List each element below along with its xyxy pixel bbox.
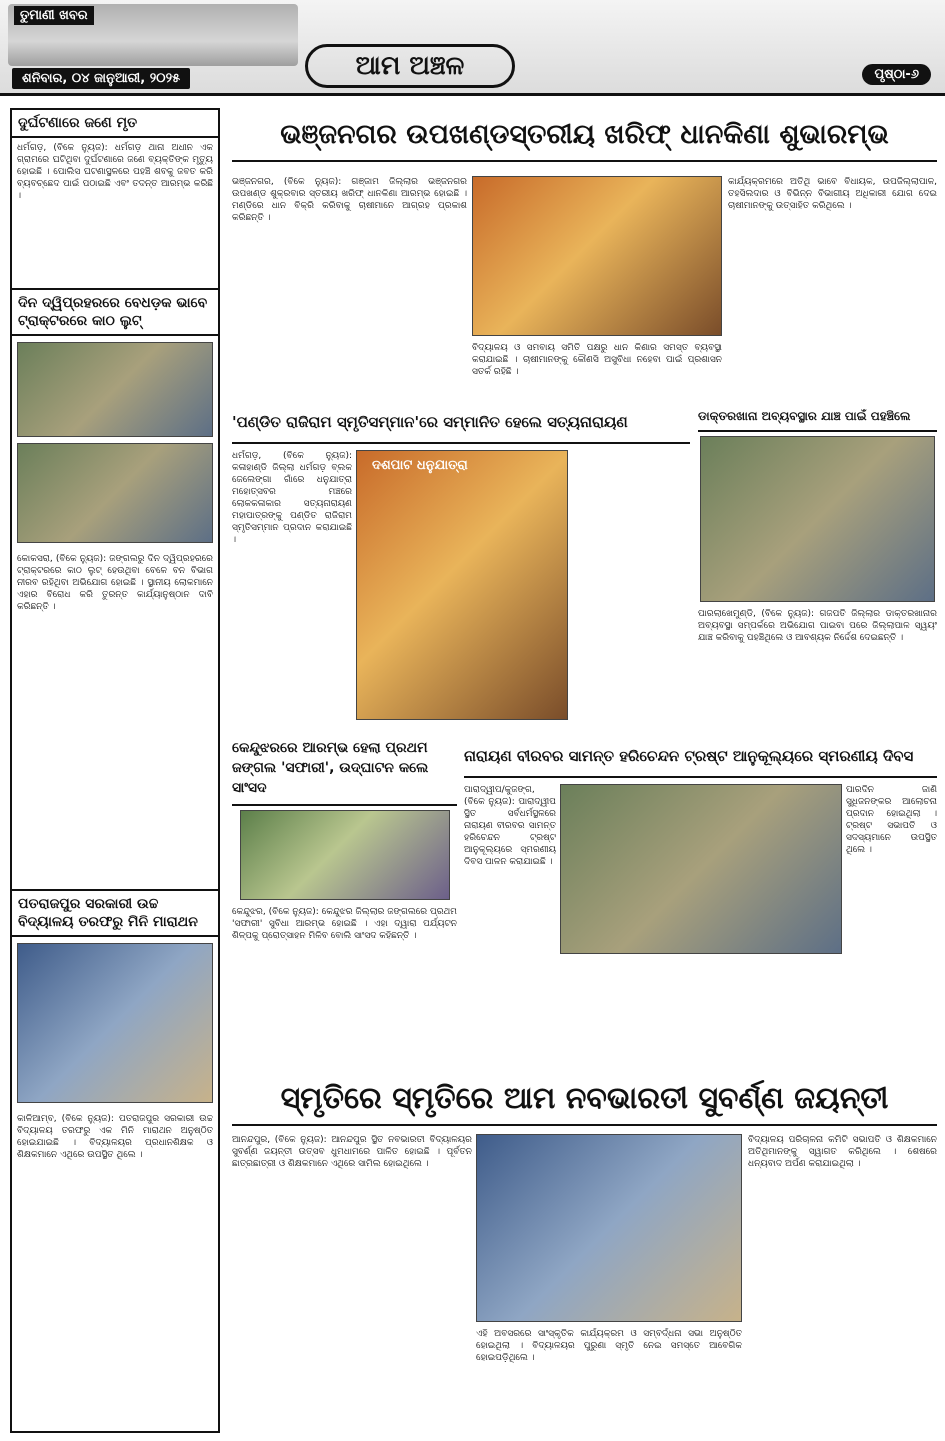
story6-body-col3: ବିଦ୍ୟାଳୟ ପରିଚାଳନା କମିଟି ସଭାପତି ଓ ଶିକ୍ଷକମାନେ ଅତିଥିମାନଙ୍କୁ ସ୍ୱାଗତ କରିଥିଲେ । ଶେଷରେ ଧନ୍ୟବାଦ ଅର୍ପଣ କରାଯାଇଥିଲା । (748, 1135, 937, 1169)
left-story2-photo-2 (17, 443, 213, 543)
section-title: ଆମ ଅଞ୍ଚଳ (305, 44, 515, 88)
left-story2-body: କୋକସରା, (ବିକେ ନ୍ୟୁଜ): ଜଙ୍ଗଲରୁ ଦିନ ଦ୍ୱିପ୍ରହରରେ ଟ୍ରାକ୍ଟରରେ କାଠ ଲୁଟ୍ ହେଉଥିବା ବେଳେ ବନ ବିଭାଗ ନୀରବ ରହିଥିବା ଅଭିଯୋଗ ହୋଇଛି । ସ୍ଥାନୀୟ ଲୋକମାନେ ଏହାର ବିରୋଧ କରି ତୁରନ୍ତ କାର୍ଯ୍ୟାନୁଷ୍ଠାନ ଦାବି କରିଛନ୍ତି । (17, 554, 213, 612)
story5-body-col1: ପାରାଦ୍ୱୀପ/କୁଜଙ୍ଗ, (ବିକେ ନ୍ୟୁଜ): ପାରାଦ୍ୱୀପ ସ୍ଥିତ ସର୍ବଧର୍ମସ୍ଥଳରେ ନାରାୟଣ ବୀରବର ସାମନ୍ତ ହରିଚେନ୍ଦନ ଟ୍ରଷ୍ଟ ଆନୁକୂଲ୍ୟରେ ସ୍ମରଣୀୟ ଦିବସ ପାଳନ କରାଯାଇଛି । (464, 785, 556, 867)
story2-photo-banner: ଦଶପାଟ ଧନୁଯାତ୍ରା (372, 458, 468, 473)
story2-headline: 'ପଣ୍ଡିତ ରାଜିରାମ ସ୍ମୃତିସମ୍ମାନ'ରେ ସମ୍ମାନିତ ହେଲେ ସତ୍ୟନାରାୟଣ (232, 404, 690, 444)
story4-headline: କେନ୍ଦୁଝରରେ ଆରମ୍ଭ ହେଲା ପ୍ରଥମ ଜଙ୍ଗଲ 'ସଫାରୀ', ଉଦ୍‌ଘାଟନ କଲେ ସାଂସଦ (232, 738, 457, 806)
story5-body-col2 (464, 960, 842, 1068)
story2-body-col2 (572, 450, 690, 732)
left-story3-body: କାଳିଆମ୍ବ, (ବିକେ ନ୍ୟୁଜ): ପତରାଜପୁର ସରକାରୀ ଉଚ୍ଚ ବିଦ୍ୟାଳୟ ତରଫରୁ ଏକ ମିନି ମାରାଥନ ଅନୁଷ୍ଠିତ ହୋଇଯାଇଛି । ବିଦ୍ୟାଳୟର ପ୍ରଧାନଶିକ୍ଷକ ଓ ଶିକ୍ଷକମାନେ ଏଥିରେ ଉପସ୍ଥିତ ଥିଲେ । (17, 1114, 213, 1160)
story2-body: ଧର୍ମଗଡ଼, (ବିକେ ନ୍ୟୁଜ): କଳାହାଣ୍ଡି ଜିଲ୍ଲା ଧର୍ମଗଡ଼ ବ୍ଲକ ଜେଲେଙ୍ଗା ଗାଁରେ ଧନୁଯାତ୍ରା ମହୋତ୍ସବର ମଞ୍ଚରେ ଲୋକକଳାକାର ସତ୍ୟନାରାୟଣ ମହାପାତ୍ରଙ୍କୁ ପଣ୍ଡିତ ରାଜିରାମ ସ୍ମୃତିସମ୍ମାନ ପ୍ରଦାନ କରାଯାଇଛି । (232, 451, 352, 545)
main-article-col3: କାର୍ଯ୍ୟକ୍ରମରେ ଅତିଥି ଭାବେ ବିଧାୟକ, ଉପଜିଲ୍ଲାପାଳ, ତହସିଲଦାର ଓ ବିଭିନ୍ନ ବିଭାଗୀୟ ଅଧିକାରୀ ଯୋଗ ଦେଇ ଚାଷୀମାନଙ୍କୁ ଉତ୍ସାହିତ କରିଥିଲେ । (728, 177, 937, 211)
story3-headline: ଡାକ୍ତରଖାନା ଅବ୍ୟବସ୍ଥାର ଯାଞ୍ଚ ପାଇଁ ପହଞ୍ଚିଲେ (698, 404, 937, 432)
left-story2-headline: ଦିନ ଦ୍ୱିପ୍ରହରରେ ବେଧଡ଼କ ଭାବେ ଟ୍ରାକ୍ଟରରେ କାଠ ଲୁଟ୍ (12, 288, 218, 336)
newspaper-brand: ତୁମାଣୀ ଖବର (14, 6, 94, 25)
issue-date: ଶନିବାର, ୦୪ ଜାନୁଆରୀ, ୨୦୨୫ (12, 68, 190, 89)
story5-photo (560, 784, 842, 954)
story2-photo (356, 450, 568, 720)
main-article-col2: ବିଦ୍ୟାଳୟ ଓ ସମବାୟ ସମିତି ପକ୍ଷରୁ ଧାନ କିଣାର ସମସ୍ତ ବ୍ୟବସ୍ଥା କରାଯାଇଛି । ଚାଷୀମାନଙ୍କୁ କୌଣସି ଅସୁବିଧା ନହେବା ପାଇଁ ପ୍ରଶାସନ ସତର୍କ ରହିଛି । (472, 343, 722, 377)
story6-body-col1: ଆନନ୍ଦପୁର, (ବିକେ ନ୍ୟୁଜ): ଆନନ୍ଦପୁର ସ୍ଥିତ ନବଭାରତୀ ବିଦ୍ୟାଳୟର ସୁବର୍ଣ୍ଣ ଜୟନ୍ତୀ ଉତ୍ସବ ଧୁମଧାମରେ ପାଳିତ ହୋଇଛି । ପୂର୍ବତନ ଛାତ୍ରଛାତ୍ରୀ ଓ ଶିକ୍ଷକମାନେ ଏଥିରେ ସାମିଲ ହୋଇଥିଲେ । (232, 1135, 472, 1169)
story4-body: କେନ୍ଦୁଝର, (ବିକେ ନ୍ୟୁଜ): କେନ୍ଦୁଝର ଜିଲ୍ଲାର ଜଙ୍ଗଲରେ ପ୍ରଥମ 'ସଫାରୀ' ସୁବିଧା ଆରମ୍ଭ ହୋଇଛି । ଏହା ଦ୍ୱାରା ପର୍ଯ୍ୟଟନ ଶିଳ୍ପକୁ ପ୍ରୋତ୍ସାହନ ମିଳିବ ବୋଲି ସାଂସଦ କହିଛନ୍ତି । (232, 907, 457, 941)
story5-headline: ନାରାୟଣ ବୀରବର ସାମନ୍ତ ହରିଚେନ୍ଦନ ଟ୍ରଷ୍ଟ ଆନୁକୂଲ୍ୟରେ ସ୍ମରଣୀୟ ଦିବସ (464, 738, 937, 778)
main-article-photo (472, 176, 722, 336)
masthead (0, 0, 945, 96)
story3-photo (700, 436, 935, 602)
story6-headline: ସ୍ମୃତିରେ ସ୍ମୃତିରେ ଆମ ନବଭାରତୀ ସୁବର୍ଣ୍ଣ ଜୟନ୍ତୀ (232, 1076, 937, 1126)
main-article-col1: ଭଞ୍ଜନଗର, (ବିକେ ନ୍ୟୁଜ): ଗଞ୍ଜାମ ଜିଲ୍ଲାର ଭଞ୍ଜନଗର ଉପଖଣ୍ଡ ଶୁକ୍ରବାର ସ୍ତରୀୟ ଖରିଫ୍ ଧାନକିଣା ଆରମ୍ଭ ହୋଇଛି । ମଣ୍ଡିରେ ଧାନ ବିକ୍ରି କରିବାକୁ ଚାଷୀମାନେ ଆଗ୍ରହ ପ୍ରକାଶ କରିଛନ୍ତି । (232, 177, 467, 223)
story5-body-col3: ପାରଦିନ ଜାଣି ସୁଧିଜନଙ୍କର ଆଲୋଚନା ପ୍ରଦାନ ହୋଇଥିଲା । ଟ୍ରଷ୍ଟ ସଭାପତି ଓ ସଦସ୍ୟମାନେ ଉପସ୍ଥିତ ଥିଲେ । (846, 785, 937, 855)
page-number: ପୃଷ୍ଠା-୬ (862, 64, 931, 85)
left-story1-headline: ଦୁର୍ଘଟଣାରେ ଜଣେ ମୃତ (12, 110, 218, 138)
story4-photo (240, 810, 450, 900)
left-story3-photo (17, 943, 213, 1103)
story6-photo (476, 1134, 742, 1322)
story3-body: ପାରଲାଖେମୁଣ୍ଡି, (ବିକେ ନ୍ୟୁଜ): ଗଜପତି ଜିଲ୍ଲାର ଡାକ୍ତରଖାନାର ଅବ୍ୟବସ୍ଥା ସମ୍ପର୍କରେ ଅଭିଯୋଗ ପାଇବା ପରେ ଜିଲ୍ଲାପାଳ ସ୍ୱୟଂ ଯାଞ୍ଚ କରିବାକୁ ପହଞ୍ଚିଥିଲେ ଓ ଆବଶ୍ୟକ ନିର୍ଦ୍ଦେଶ ଦେଇଛନ୍ତି । (698, 609, 937, 643)
main-headline: ଭଞ୍ଜନଗର ଉପଖଣ୍ଡସ୍ତରୀୟ ଖରିଫ୍ ଧାନକିଣା ଶୁଭାରମ୍ଭ (232, 112, 937, 162)
left-story3-headline: ପତରାଜପୁର ସରକାରୀ ଉଚ୍ଚ ବିଦ୍ୟାଳୟ ତରଫରୁ ମିନି ମାରାଥନ (12, 889, 218, 937)
left-story2-photo-1 (17, 342, 213, 437)
left-story1-body: ଧର୍ମଗଡ଼, (ବିକେ ନ୍ୟୁଜ): ଧର୍ମଗଡ଼ ଥାନା ଅଧୀନ ଏକ ଗ୍ରାମରେ ଘଟିଥିବା ଦୁର୍ଘଟଣାରେ ଜଣେ ବ୍ୟକ୍ତିଙ୍କ ମୃତ୍ୟୁ ହୋଇଛି । ପୋଲିସ ଘଟଣାସ୍ଥଳରେ ପହଞ୍ଚି ଶବକୁ ଜବତ କରି ବ୍ୟବଚ୍ଛେଦ ପାଇଁ ପଠାଇଛି ଏବଂ ତଦନ୍ତ ଆରମ୍ଭ କରିଛି । (17, 143, 213, 201)
story6-body-col2: ଏହି ଅବସରରେ ସାଂସ୍କୃତିକ କାର୍ଯ୍ୟକ୍ରମ ଓ ସମ୍ବର୍ଦ୍ଧନା ସଭା ଅନୁଷ୍ଠିତ ହୋଇଥିଲା । ବିଦ୍ୟାଳୟର ପୁରୁଣା ସ୍ମୃତି ନେଇ ସମସ୍ତେ ଆବେଗିକ ହୋଇପଡ଼ିଥିଲେ । (476, 1329, 742, 1363)
left-column (10, 108, 220, 1433)
